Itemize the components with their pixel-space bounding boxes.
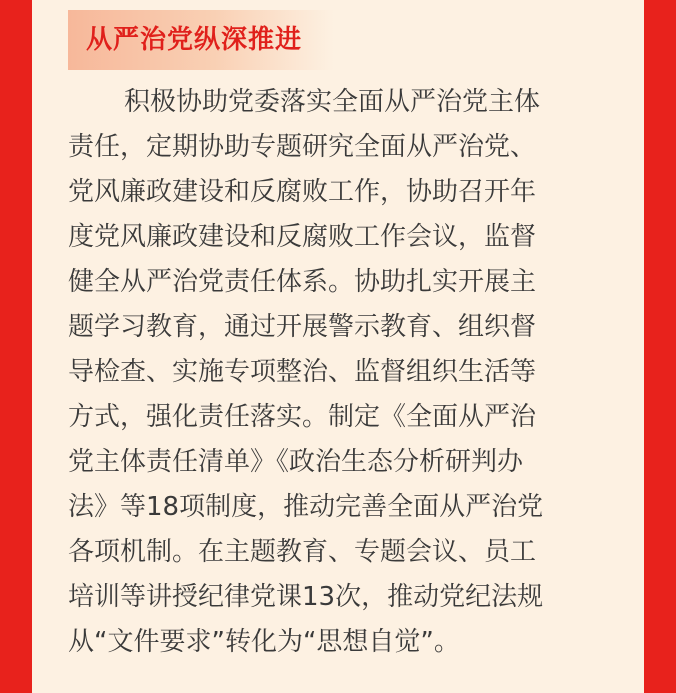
paragraph-line: 度党风廉政建设和反腐败工作会议，监督 (68, 222, 537, 252)
paragraph-line: 责任，定期协助专题研究全面从严治党、 (68, 132, 537, 162)
paragraph-line: 方式，强化责任落实。制定《全面从严治 (68, 402, 537, 432)
paragraph-line: 从“文件要求”转化为“思想自觉”。 (68, 627, 460, 657)
body-paragraph (68, 80, 608, 665)
content-panel (32, 0, 644, 693)
section-title: 从严治党纵深推进 (86, 25, 303, 55)
paragraph-line: 导检查、实施专项整治、监督组织生活等 (68, 357, 537, 387)
paragraph-line: 各项机制。在主题教育、专题会议、员工 (68, 537, 537, 567)
paragraph-line: 积极协助党委落实全面从严治党主体 (124, 87, 541, 117)
paragraph-line: 培训等讲授纪律党课13次，推动党纪法规 (68, 582, 544, 612)
paragraph-line: 党风廉政建设和反腐败工作，协助召开年 (68, 177, 537, 207)
paragraph-line: 题学习教育，通过开展警示教育、组织督 (68, 312, 537, 342)
paragraph-line: 健全从严治党责任体系。协助扎实开展主 (68, 267, 537, 297)
paragraph-line: 法》等18项制度，推动完善全面从严治党 (68, 492, 544, 522)
paragraph-line: 党主体责任清单》《政治生态分析研判办 (68, 447, 524, 477)
